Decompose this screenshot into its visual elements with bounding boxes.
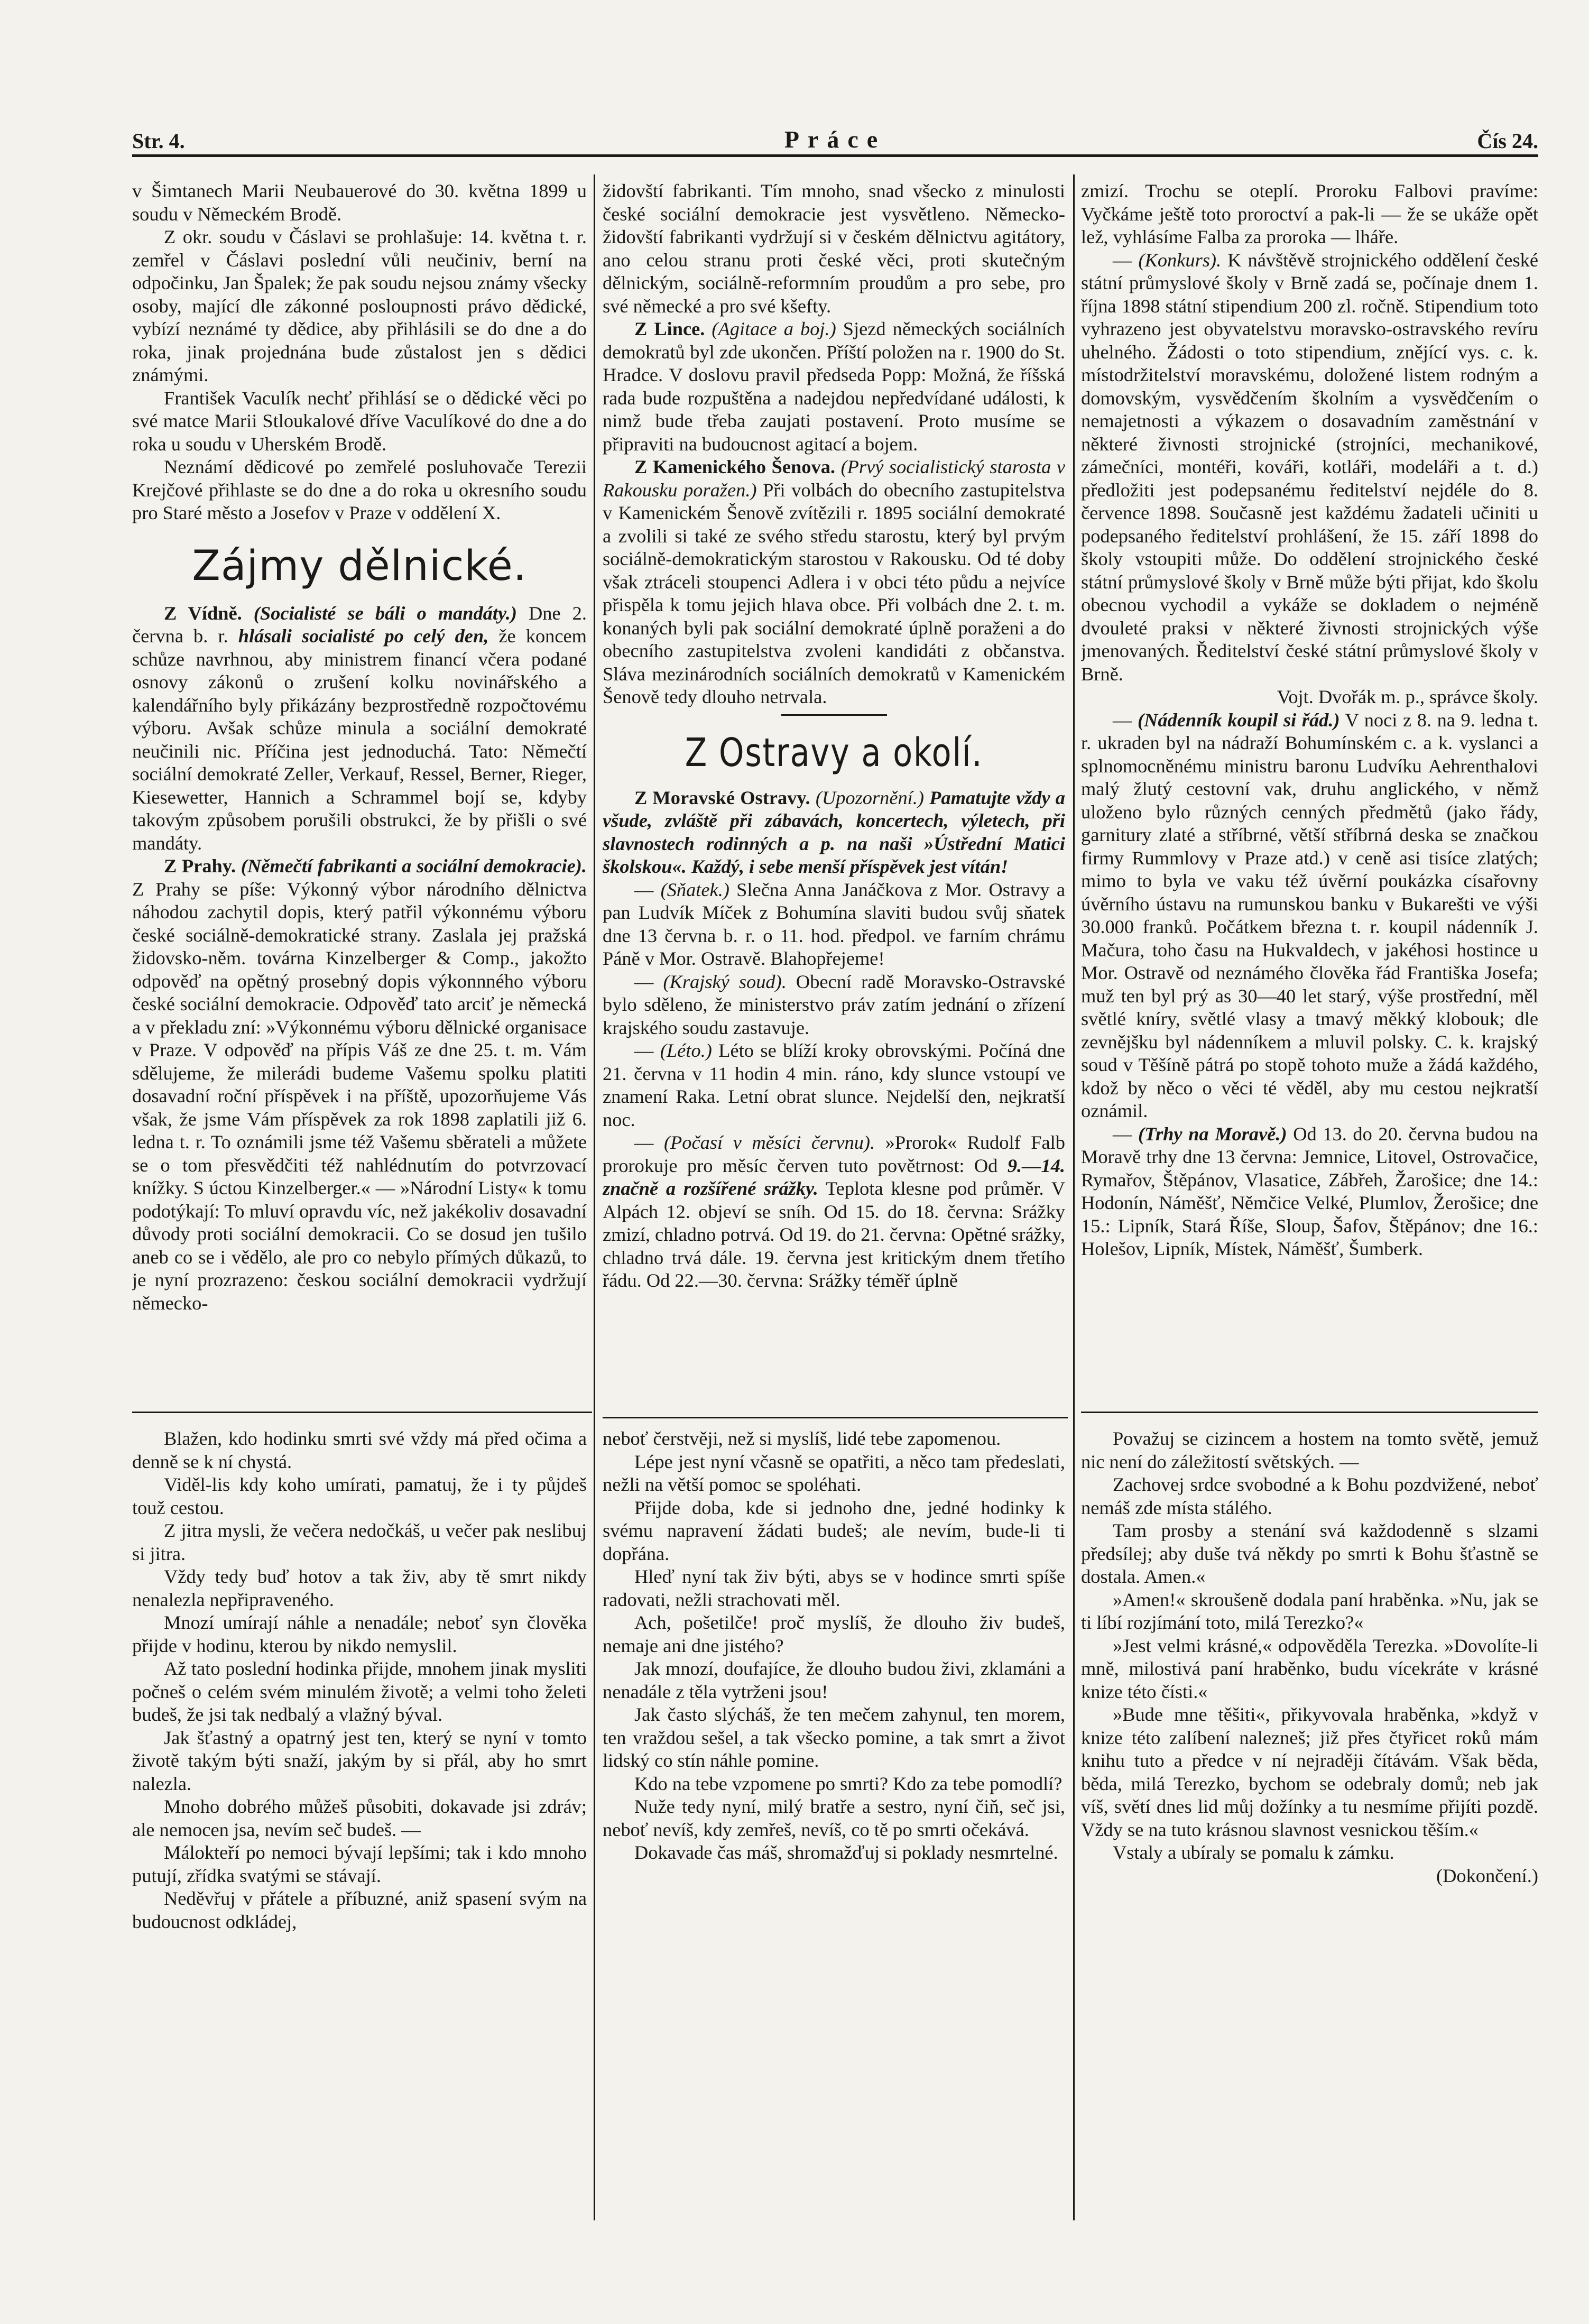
column-1 bbox=[132, 180, 587, 1406]
place-label: Z Prahy. bbox=[164, 855, 236, 877]
article-prague: Z Prahy. (Němečtí fabrikanti a sociální demokracie). Z Prahy se píše: Výkonný výbor národního dělnictva náhodou zachytil dopis, který patřil výkonnému výboru české sociálně-demokratické strany. Zaslala jej pražská židovsko-něm. továrna Kinzelberger & Comp., jakožto odpověď na opětný prosebný dopis výkonnného výboru české sociální demokracie. Odpověď tato arciť je německá a v překladu zní: »Výkonnému výboru dělnické organisace v Praze. V odpověď na přípis Váš ze dne 25. t. m. Vám sdělujeme, že milerádi budeme Vašemu spolku platiti dosavadní roční příspěvek i na příště, upozorňujeme Vás však, že jsme Vám příspěvek za rok 1898 zaplatili již 6. ledna t. r. To oznámili jsme též Vašemu sběrateli a můžete se o tom přesvědčiti též nahlédnutím do potvrzovací knížky. S úctou Kinzelberger.« — »Národní Listy« k tomu podotýkají: To mluví opravdu víc, než jakékoliv dosavadní důvody proti sociální demokracii. Co se dosud jen tušilo aneb co se i vědělo, ale pro co nebylo přímých důkazů, to je nyní prozrazeno: českou sociální demokracii vydržují německo- bbox=[132, 855, 587, 1314]
paragraph: židovští fabrikanti. Tím mnoho, snad všecko z minulosti české sociální demokracie jest vysvětleno. Německo-židovští fabrikanti vydržují si v českém dělnictvu agitátory, ano celou stranu proti české věci, proti skutečným dělnickým, sociálně-reformním proudům a pro sebe, pro své německé a pro své kšefty. bbox=[603, 180, 1065, 317]
article-nadennik: — (Nádenník koupil si řád.) V noci z 8. na 9. ledna t. r. ukraden byl na nádraží Bohumínském c. a k. vyslanci a splnomocněnému ministru baronu Ludvíku Aehrenthalovi malý žlutý cestovní vak, druhu anglického, v němž uloženo bylo různých cenných předmětů (jako řády, garnitury zlaté a stříbrné, větší stříbrná deska se značkou firmy Rummlovy v Praze atd.) v ceně asi tisíce zlatých; mimo to byla ve vaku též úvěrní poukázka císařovny úvěrního ústavu na rumunskou banku v Bukarešti ve výši 30.000 franků. Počátkem března t. r. koupil nádenník J. Mačura, toho času na Hukvaldech, v jakéhosi hostince u Mor. Ostravě od neznámého člověka řád Františka Josefa; muž ten byl prý as 30—40 let starý, výše prostřední, měl světlé kníry, světlé vlasy a tmavý měkký klobouk; dle zevnějšku byl nádenníkem a mluvil polsky. C. k. krajský soud v Těšíně pátrá po stopě tohoto muže a žádá každého, kdož by něco o věci té věděl, aby mu cestou nejkratší oznámil. bbox=[1081, 709, 1538, 1121]
header-rule bbox=[132, 154, 1538, 157]
column-2 bbox=[603, 180, 1065, 1406]
article-pocasi: — (Počasí v měsíci červnu). »Prorok« Rudolf Falb prorokuje pro měsíc červen tuto povětrnost: Od 9.—14. značně a rozšířené srážky. Teplota klesne pod průměr. V Alpách 12. objeví se sníh. Od 15. do 18. června: Srážky zmizí, chladno potrvá. Od 19. do 21. června: Opětné srážky, chladno trvá dále. 19. června jest kritickým dnem třetího řádu. Od 22.—30. června: Srážky téměř úplně bbox=[603, 1132, 1065, 1291]
paragraph: Mnoho dobrého můžeš působiti, dokavade jsi zdráv; ale nemocen jsa, nevím seč budeš. — bbox=[132, 1796, 587, 1840]
article-leto: — (Léto.) Léto se blíží kroky obrovskými. Počíná dne 21. června v 11 hodin 4 min. ráno, kdy slunce vstoupí ve znamení Raka. Letní obrat slunce. Nejdelší den, nejkratší noc. bbox=[603, 1040, 1065, 1130]
paragraph: Až tato poslední hodinka přijde, mnohem jinak mysliti počneš o celém svém minulém životě; a velmi toho želeti budeš, že jsi tak nedbalý a vlažný býval. bbox=[132, 1658, 587, 1725]
paragraph: Mnozí umírají náhle a nenadále; neboť syn člověka přijde v hodinu, kterou by nikdo nemyslil. bbox=[132, 1612, 587, 1656]
paragraph: Kdo na tebe vzpomene po smrti? Kdo za tebe pomodlí? bbox=[634, 1773, 1063, 1794]
place-label: Z Vídně. bbox=[164, 602, 242, 624]
paragraph: »Jest velmi krásné,« odpověděla Terezka. »Dovolíte-li mně, milostivá paní hraběnko, budu vícekráte v krásné knize této čísti.« bbox=[1081, 1635, 1538, 1702]
section-heading: Z Ostravy a okolí. bbox=[685, 730, 983, 776]
paragraph: Neznámí dědicové po zemřelé posluhovače Terezii Krejčové přihlaste se do dne a do roka u okresního soudu pro Staré město a Josefov v Praze v oddělení X. bbox=[132, 456, 587, 523]
article-subtitle: (Agitace a boj.) bbox=[712, 318, 836, 339]
article-snatek: — (Sňatek.) Slečna Anna Janáčkova z Mor. Ostravy a pan Ludvík Míček z Bohumína slaviti budou svůj sňatek dne 13 června b. r. o 11. hod. předpol. ve farním chrámu Páně v Mor. Ostravě. Blahopřejeme! bbox=[603, 879, 1065, 969]
article-ostrava: Z Moravské Ostravy. (Upozornění.) Pamatujte vždy a všude, zvláště při zábavách, koncertech, výletech, při slavnostech rodinných a p. na naši »Ústřední Matici školskou«. Každý, i sebe menší příspěvek jest vítán! bbox=[603, 787, 1065, 877]
paragraph: Z okr. soudu v Čáslavi se prohlašuje: 14. května t. r. zemřel v Čáslavi poslední vůli neučiniv, berní na odpočinku, Jan Špalek; že pak soudu nejsou známy všecky osoby, mající dle zákonné posloupnosti právo dědické, vybízí neznámé ty dědice, aby přihlásili se do dne a do roka, jinak projednána bude zůstalost jen s dědici známými. bbox=[132, 226, 587, 385]
issue-number: Čís 24. bbox=[1477, 129, 1538, 153]
column-divider bbox=[594, 174, 595, 2220]
paragraph: Málokteří po nemoci bývají lepšími; tak i kdo mnoho putují, zřídka svatými se stávají. bbox=[132, 1842, 587, 1886]
newspaper-title: Práce bbox=[784, 126, 886, 153]
paragraph: Zachovej srdce svobodné a k Bohu pozdvižené, neboť nemáš zde místa stálého. bbox=[1081, 1474, 1538, 1518]
paragraph: Ach, pošetilče! proč myslíš, že dlouho živ budeš, nemaje ani dne jistého? bbox=[603, 1612, 1065, 1656]
column-divider bbox=[1073, 174, 1075, 2220]
article-kamenicky: Z Kamenického Šenova. (Prvý socialistický starosta v Rakousku poražen.) Při volbách do obecního zastupitelstva v Kamenickém Šenově zvítězili r. 1895 sociální demokraté a zvolili si také ze svého středu starostu, který byl prvým sociálně-demokratickým starostou v Rakousku. Od té doby však ztráceli stoupenci Adlera i v obci této půdu a nejvíce přispěla k tomu jejich hlava obce. Při volbách dne 2. t. m. konaných byli pak sociální demokraté úplně poraženi a do obecního zastupitelstva zvoleni kandidáti z občanstva. Sláva mezinárodních sociálních demokratů v Kamenickém Šenově tedy dlouho netrvala. bbox=[603, 456, 1065, 707]
feuilleton-rule bbox=[603, 1417, 1068, 1418]
article-konkurs: — (Konkurs). K návštěvě strojnického oddělení české státní průmyslové školy v Brně zadá se, počínaje dnem 1. října 1898 státní stipendium 200 zl. ročně. Stipendium toto vyhrazeno jest obyvatelstvu moravsko-ostravského revíru uhelného. Žádosti o toto stipendium, znějící vys. c. k. místodržitelství moravskému, doložené listem rodným a domovským, vysvědčením školním a vysvědčením o nemajetnosti a výkazem o dosavadním zaměstnání v některé živnosti strojnické (strojníci, mechanikové, zámečníci, montéři, kováři, kotláři, modeláři a t. d.) předložiti jest podepsanému ředitelství nejdéle do 8. července 1898. Současně jest každému žadateli učiniti u podepsaného ředitelství prohlášení, že 15. září 1898 do školy vstoupiti může. Do oddělení strojnického české státní průmyslové školy v Brně může býti přijat, kdo školu obecnou vychodil a vykáže se dokladem o nejméně dvouleté praksi v některé živnosti strojnických výše jmenovaných. Ředitelství české státní průmyslové školy v Brně. bbox=[1081, 249, 1538, 685]
paragraph: Blažen, kdo hodinku smrti své vždy má před očima a denně se k ní chystá. bbox=[132, 1428, 587, 1472]
section-heading: Zájmy dělnické. bbox=[192, 542, 527, 590]
page-number: Str. 4. bbox=[132, 129, 185, 153]
paragraph: v Šimtanech Marii Neubauerové do 30. května 1899 u soudu v Německém Brodě. bbox=[132, 180, 587, 225]
article-trhy: — (Trhy na Moravě.) Od 13. do 20. června budou na Moravě trhy dne 13 června: Jemnice, Litovel, Ostrovačice, Rymařov, Štěpánov, Vlasatice, Zábřeh, Žarošice; dne 14.: Hodonín, Náměšť, Němčice Velké, Plumlov, Žerošice; dne 15.: Lipník, Stará Říše, Sloup, Šafov, Štěpánov; dne 16.: Holešov, Lipník, Místek, Náměšť, Šumberk. bbox=[1081, 1123, 1538, 1259]
article-linz: Z Lince. (Agitace a boj.) Sjezd německých sociálních demokratů byl zde ukončen. Příští položen na r. 1900 do St. Hradce. V doslovu pravil předseda Popp: Možná, že říšská rada bude rozpuštěna a nadejdou nepředvídané události, k nimž bude třeba zaujati postavení. Proto musíme se připraviti na budoucnost agitací a bojem. bbox=[603, 318, 1065, 455]
paragraph: Neděvřuj v přátele a příbuzné, aniž spasení svým na budoucnost odkládej, bbox=[132, 1888, 587, 1932]
article-subtitle: (Socialisté se báli o mandáty.) bbox=[253, 602, 517, 624]
feuilleton-column-3 bbox=[1081, 1427, 1538, 2252]
section-rule bbox=[781, 714, 887, 716]
paragraph: Jak mnozí, doufajíce, že dlouho budou živi, zklamáni a nenadále z těla vytrženi jsou! bbox=[603, 1658, 1065, 1702]
paragraph: Hleď nyní tak živ býti, abys se v hodince smrti spíše radovati, nežli strachovati měl. bbox=[603, 1566, 1065, 1610]
signature: Vojt. Dvořák m. p., správce školy. bbox=[1277, 686, 1538, 707]
paragraph: »Amen!« skroušeně dodala paní hraběnka. »Nu, jak se ti líbí rozjímání toto, milá Terezko?« bbox=[1081, 1589, 1538, 1633]
article-subtitle: (Upozornění.) bbox=[815, 787, 924, 808]
place-label: Z Lince. bbox=[634, 318, 705, 339]
paragraph: Vždy tedy buď hotov a tak živ, aby tě smrt nikdy nenalezla nepřipraveného. bbox=[132, 1566, 587, 1610]
continuation-note: (Dokončení.) bbox=[1436, 1865, 1538, 1886]
paragraph: Považuj se cizincem a hostem na tomto světě, jemuž nic není do záležitostí světských. — bbox=[1081, 1428, 1538, 1472]
page-header bbox=[132, 119, 1538, 156]
paragraph: neboť čerstvěji, než si myslíš, lidé tebe zapomenou. bbox=[603, 1428, 1001, 1449]
place-label: Z Moravské Ostravy. bbox=[634, 787, 810, 808]
paragraph: Lépe jest nyní včasně se opatřiti, a něco tam předeslati, nežli na větší pomoc se spoléhati. bbox=[603, 1451, 1065, 1495]
article-soud: — (Krajský soud). Obecní radě Moravsko-Ostravské bylo sděleno, že ministerstvo práv zatím jednání o zřízení krajského soudu zastavuje. bbox=[603, 971, 1065, 1038]
paragraph: Tam prosby a stenání svá každodenně s slzami předsílej; aby duše tvá někdy po smrti k Bohu šťastně se dostala. Amen.« bbox=[1081, 1520, 1538, 1587]
article-subtitle: (Němečtí fabrikanti a sociální demokracie). bbox=[241, 855, 587, 877]
feuilleton-column-1 bbox=[132, 1427, 587, 2252]
paragraph: »Bude mne těšiti«, přikyvovala hraběnka, »když v knize této zalíbení nalezneš; již přes čtyřicet roků mám knihu tuto a předce v ní nejraději čítávám. Však běda, běda, milá Terezko, bychom se odebraly domů; neb jak víš, světí dnes lid můj dožínky a tu nesmíme přijíti pozdě. Vždy se na tuto krásnou slavnost vesnickou těším.« bbox=[1081, 1704, 1538, 1840]
feuilleton-rule bbox=[132, 1412, 592, 1413]
paragraph: Jak často slýcháš, že ten mečem zahynul, ten morem, ten vraždou sešel, a tak všecko pomine, a tak smrt a život lidský co stín náhle pomine. bbox=[603, 1704, 1065, 1771]
paragraph: Viděl-lis kdy koho umírati, pamatuj, že i ty půjdeš touž cestou. bbox=[132, 1474, 587, 1518]
paragraph: František Vaculík nechť přihlásí se o dědické věci po své matce Marii Stloukalové dříve Vaculíkové do dne a do roka u soudu v Uherském Brodě. bbox=[132, 387, 587, 455]
paragraph: Dokavade čas máš, shromažďuj si poklady nesmrtelné. bbox=[634, 1842, 1058, 1863]
place-label: Z Kamenického Šenova. bbox=[634, 456, 835, 477]
article-vienna: Z Vídně. (Socialisté se báli o mandáty.) Dne 2. června b. r. hlásali socialisté po celý den, že koncem schůze navrhnou, aby ministrem financí včera podané osnovy zákonů o zrušení kolku novinářského a kalendářního byly přikázány bezprostředně rozpočtovému výboru. Avšak schůze minula a sociální demokraté neučinili nic. Příčina jest jednoduchá. Tato: Němečtí sociální demokraté Zeller, Verkauf, Ressel, Berner, Rieger, Kiesewetter, Hannich a Schrammel bojí se, kdyby takovým způsobem porušili obstrukci, že by přišli o své mandáty. bbox=[132, 602, 587, 854]
article-subtitle: (Prvý socialistický starosta v Rakousku poražen.) bbox=[603, 456, 1065, 501]
paragraph: Nuže tedy nyní, milý bratře a sestro, nyní čiň, seč jsi, neboť nevíš, kdy zemřeš, nevíš, co tě po smrti očekává. bbox=[603, 1796, 1065, 1840]
paragraph: Z jitra mysli, že večera nedočkáš, u večer pak neslibuj si jitra. bbox=[132, 1520, 587, 1564]
feuilleton-column-2 bbox=[603, 1427, 1065, 2252]
paragraph: Vstaly a ubíraly se pomalu k zámku. bbox=[1113, 1842, 1394, 1863]
feuilleton-rule bbox=[1081, 1412, 1538, 1413]
column-3 bbox=[1081, 180, 1538, 1406]
paragraph: Jak šťastný a opatrný jest ten, který se nyní v tomto životě takým býti snaží, jakým by si přál, aby ho smrt nalezla. bbox=[132, 1727, 587, 1794]
paragraph: Přijde doba, kde si jednoho dne, jedné hodinky k svému napravení žádati budeš; ale nevím, bude-li ti dopřána. bbox=[603, 1497, 1065, 1564]
paragraph: zmizí. Trochu se oteplí. Proroku Falbovi pravíme: Vyčkáme ještě toto proroctví a pak-li — že se ukáže opět lež, vyhlásíme Falba za proroka — lháře. bbox=[1081, 180, 1538, 247]
